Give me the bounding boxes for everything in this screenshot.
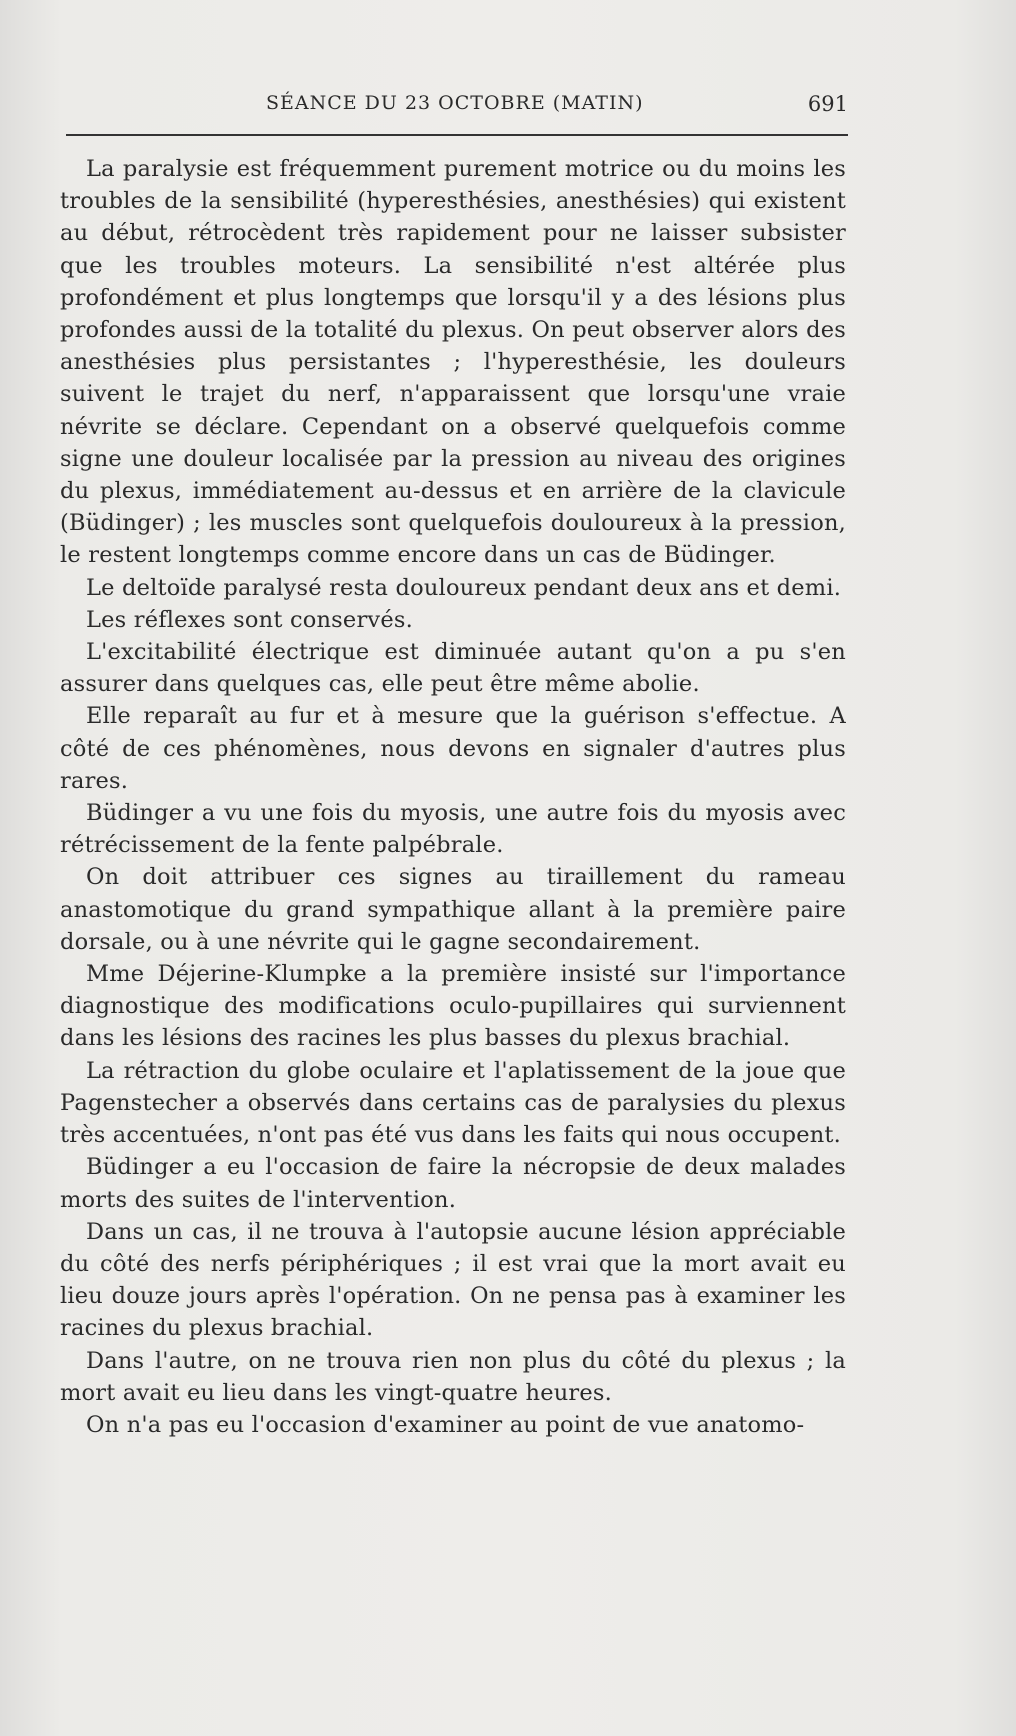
paragraph: Le deltoïde paralysé resta douloureux pendant deux ans et demi.	[86, 574, 842, 601]
paragraph: On doit attribuer ces signes au tiraillement du rameau anastomotique du grand sympathique allant à la première paire dorsale, ou à une névrite qui le gagne secondairement.	[60, 864, 846, 955]
paragraph: Büdinger a vu une fois du myosis, une autre fois du myosis avec rétrécissement de la fente palpébrale.	[60, 800, 846, 859]
paragraph: Les réflexes sont conservés.	[86, 606, 413, 633]
body-text	[60, 153, 846, 1441]
paragraph: Dans un cas, il ne trouva à l'autopsie aucune lésion appréciable du côté des nerfs périphériques ; il est vrai que la mort avait eu lieu douze jours après l'opération. On ne pensa pas à examiner les racines du plexus brachial.	[60, 1218, 846, 1342]
paragraph: On n'a pas eu l'occasion d'examiner au point de vue anatomo-	[86, 1411, 805, 1438]
paragraph: L'excitabilité électrique est diminuée autant qu'on a pu s'en assurer dans quelques cas, elle peut être même abolie.	[60, 639, 846, 698]
paragraph: Mme Déjerine-Klumpke a la première insisté sur l'importance diagnostique des modifications oculo-pupillaires qui surviennent dans les lésions des racines les plus basses du plexus brachial.	[60, 961, 846, 1052]
running-title: SÉANCE DU 23 OCTOBRE (MATIN)	[266, 92, 644, 114]
page-number: 691	[807, 92, 848, 116]
paragraph: La paralysie est fréquemment purement motrice ou du moins les troubles de la sensibilité (hyperesthésies, anesthésies) qui existent au début, rétrocèdent très rapidement pour ne laisser subsister que les troubles moteurs. La sensibilité n'est altérée plus profondément et plus longtemps que lorsqu'il y a des lésions plus profondes aussi de la totalité du plexus. On peut observer alors des anesthésies plus persistantes ; l'hyperesthésie, les douleurs suivent le trajet du nerf, n'apparaissent que lorsqu'une vraie névrite se déclare. Cependant on a observé quelquefois comme signe une douleur localisée par la pression au niveau des origines du plexus, immédiatement au-dessus et en arrière de la clavicule (Büdinger) ; les muscles sont quelquefois douloureux à la pression, le restent longtemps comme encore dans un cas de Büdinger.	[60, 156, 846, 569]
running-head	[66, 92, 848, 122]
paragraph: Dans l'autre, on ne trouva rien non plus du côté du plexus ; la mort avait eu lieu dans les vingt-quatre heures.	[60, 1347, 846, 1406]
paragraph: La rétraction du globe oculaire et l'aplatissement de la joue que Pagenstecher a observés dans certains cas de paralysies du plexus très accentuées, n'ont pas été vus dans les faits qui nous occupent.	[60, 1057, 846, 1149]
paragraph: Elle reparaît au fur et à mesure que la guérison s'effectue. A côté de ces phénomènes, nous devons en signaler d'autres plus rares.	[60, 703, 846, 794]
header-rule	[66, 134, 848, 136]
paragraph: Büdinger a eu l'occasion de faire la nécropsie de deux malades morts des suites de l'intervention.	[60, 1154, 846, 1213]
